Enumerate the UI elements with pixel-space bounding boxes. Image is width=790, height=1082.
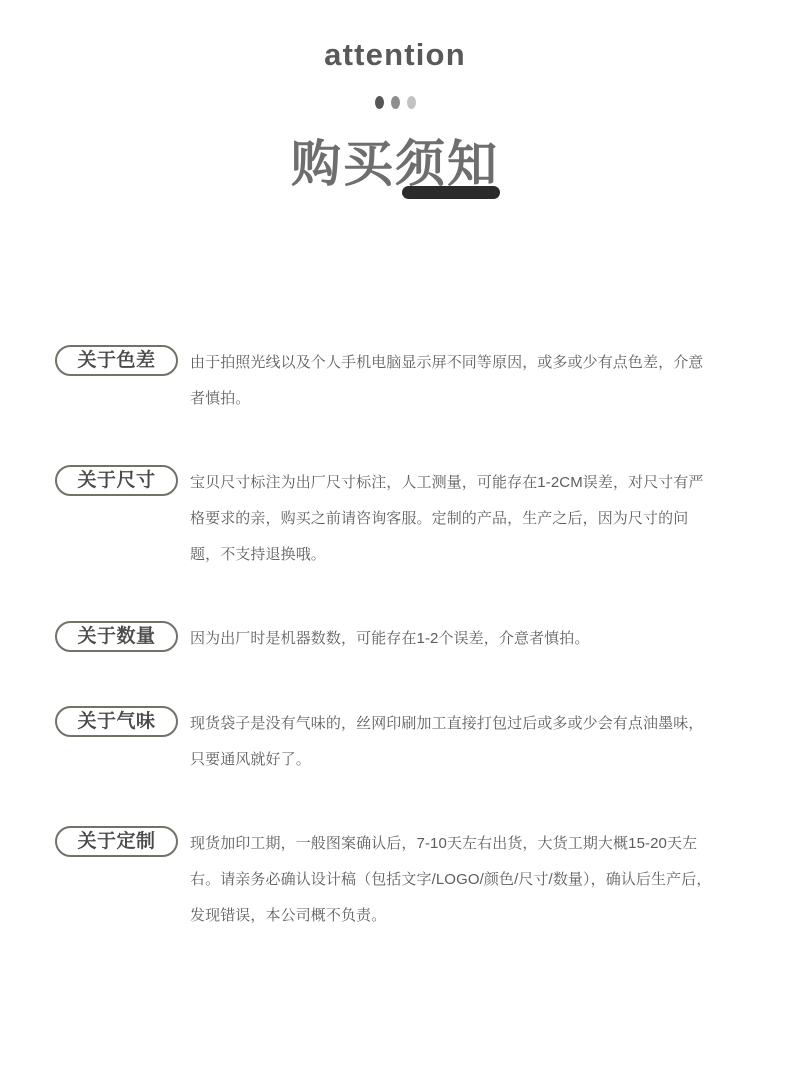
page-header bbox=[0, 0, 790, 194]
badge-size bbox=[55, 465, 178, 496]
page-title: 购买须知 bbox=[291, 136, 499, 193]
notice-item-color-difference bbox=[0, 345, 790, 417]
notice-item-smell bbox=[0, 706, 790, 778]
notice-text: 现货袋子是没有气味的，丝网印刷加工直接打包过后或多或少会有点油墨味，只要通风就好了。 bbox=[190, 715, 704, 768]
badge-label: 关于色差 bbox=[77, 350, 156, 371]
badge-label: 关于气味 bbox=[77, 711, 156, 732]
notice-text: 由于拍照光线以及个人手机电脑显示屏不同等原因，或多或少有点色差，介意者慎拍。 bbox=[190, 354, 704, 407]
badge-smell bbox=[55, 706, 178, 737]
badge-quantity bbox=[55, 621, 178, 652]
badge-customization bbox=[55, 826, 178, 857]
decorative-dots bbox=[0, 73, 790, 109]
badge-label: 关于定制 bbox=[77, 831, 156, 852]
notice-item-quantity bbox=[0, 621, 790, 657]
notice-text: 因为出厂时是机器数数，可能存在1-2个误差，介意者慎拍。 bbox=[190, 630, 590, 647]
badge-label: 关于尺寸 bbox=[77, 470, 156, 491]
notice-item-customization bbox=[0, 826, 790, 934]
badge-color-difference bbox=[55, 345, 178, 376]
dot-dark-icon bbox=[375, 96, 384, 109]
notice-list bbox=[0, 330, 790, 949]
notice-text: 宝贝尺寸标注为出厂尺寸标注，人工测量，可能存在1-2CM误差，对尺寸有严格要求的亲，购买之前请咨询客服。定制的产品，生产之后，因为尺寸的问题，不支持退换哦。 bbox=[190, 474, 704, 563]
dot-medium-icon bbox=[391, 96, 400, 109]
notice-text: 现货加印工期，一般图案确认后，7-10天左右出货，大货工期大概15-20天左右。请亲务必确认设计稿（包括文字/LOGO/颜色/尺寸/数量），确认后生产后，发现错误，本公司概不负责。 bbox=[190, 835, 712, 924]
attention-eyebrow-heading: attention bbox=[324, 37, 466, 72]
badge-label: 关于数量 bbox=[77, 626, 156, 647]
main-title-wrapper bbox=[291, 109, 499, 194]
dot-light-icon bbox=[407, 96, 416, 109]
notice-item-size bbox=[0, 465, 790, 573]
